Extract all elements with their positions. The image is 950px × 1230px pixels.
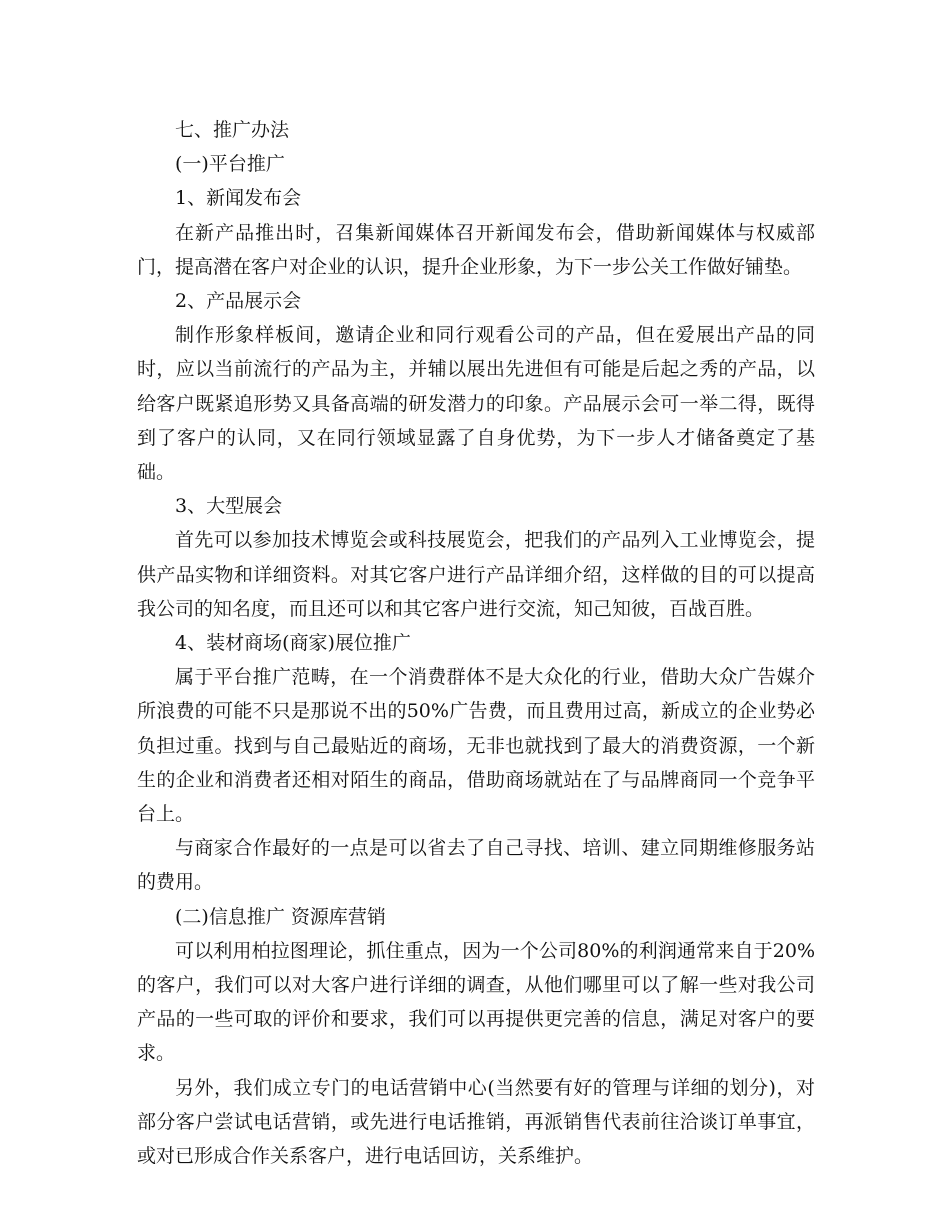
- paragraph-mall-booth-1: 属于平台推广范畴，在一个消费群体不是大众化的行业，借助大众广告媒介所浪费的可能不只是那说不出的50%广告费，而且费用过高，新成立的企业势必负担过重。找到与自己最贴近的商场，无非也就找到了最大的消费资源，一个新生的企业和消费者还相对陌生的商品，借助商场就站在了与品牌商同一个竞争平台上。: [137, 666, 815, 826]
- item-title-product-exhibition: 2、产品展示会: [175, 290, 302, 313]
- subsection-heading-info: (二)信息推广 资源库营销: [175, 905, 386, 928]
- document-body: [137, 113, 815, 1173]
- subsection-heading-platform: (一)平台推广: [175, 153, 285, 176]
- paragraph-info-2: 另外，我们成立专门的电话营销中心(当然要有好的管理与详细的划分)，对部分客户尝试电话营销，或先进行电话推销，再派销售代表前往洽谈订单事宜，或对已形成合作关系客户，进行电话回访，关系维护。: [137, 1076, 815, 1168]
- paragraph-mall-booth-2: 与商家合作最好的一点是可以省去了自己寻找、培训、建立同期维修服务站的费用。: [137, 837, 815, 894]
- paragraph-press-conference: 在新产品推出时，召集新闻媒体召开新闻发布会，借助新闻媒体与权威部门，提高潜在客户对企业的认识，提升企业形象，为下一步公关工作做好铺垫。: [137, 221, 815, 278]
- item-title-mall-booth: 4、装材商场(商家)展位推广: [175, 632, 411, 655]
- paragraph-product-exhibition: 制作形象样板间，邀请企业和同行观看公司的产品，但在爱展出产品的同时，应以当前流行的产品为主，并辅以展出先进但有可能是后起之秀的产品，以给客户既紧追形势又具备高端的研发潜力的印象。产品展示会可一举二得，既得到了客户的认同，又在同行领域显露了自身优势，为下一步人才储备奠定了基础。: [137, 324, 815, 484]
- item-title-press-conference: 1、新闻发布会: [175, 187, 302, 210]
- paragraph-large-expo: 首先可以参加技术博览会或科技展览会，把我们的产品列入工业博览会，提供产品实物和详细资料。对其它客户进行产品详细介绍，这样做的目的可以提高我公司的知名度，而且还可以和其它客户进行交流，知己知彼，百战百胜。: [137, 529, 815, 620]
- section-heading: 七、推广办法: [175, 119, 290, 141]
- paragraph-info-1: 可以利用柏拉图理论，抓住重点，因为一个公司80%的利润通常来自于20%的客户，我们可以对大客户进行详细的调查，从他们哪里可以了解一些对我公司产品的一些可取的评价和要求，我们可以再提供更完善的信息，满足对客户的要求。: [137, 939, 815, 1065]
- item-title-large-expo: 3、大型展会: [175, 495, 283, 518]
